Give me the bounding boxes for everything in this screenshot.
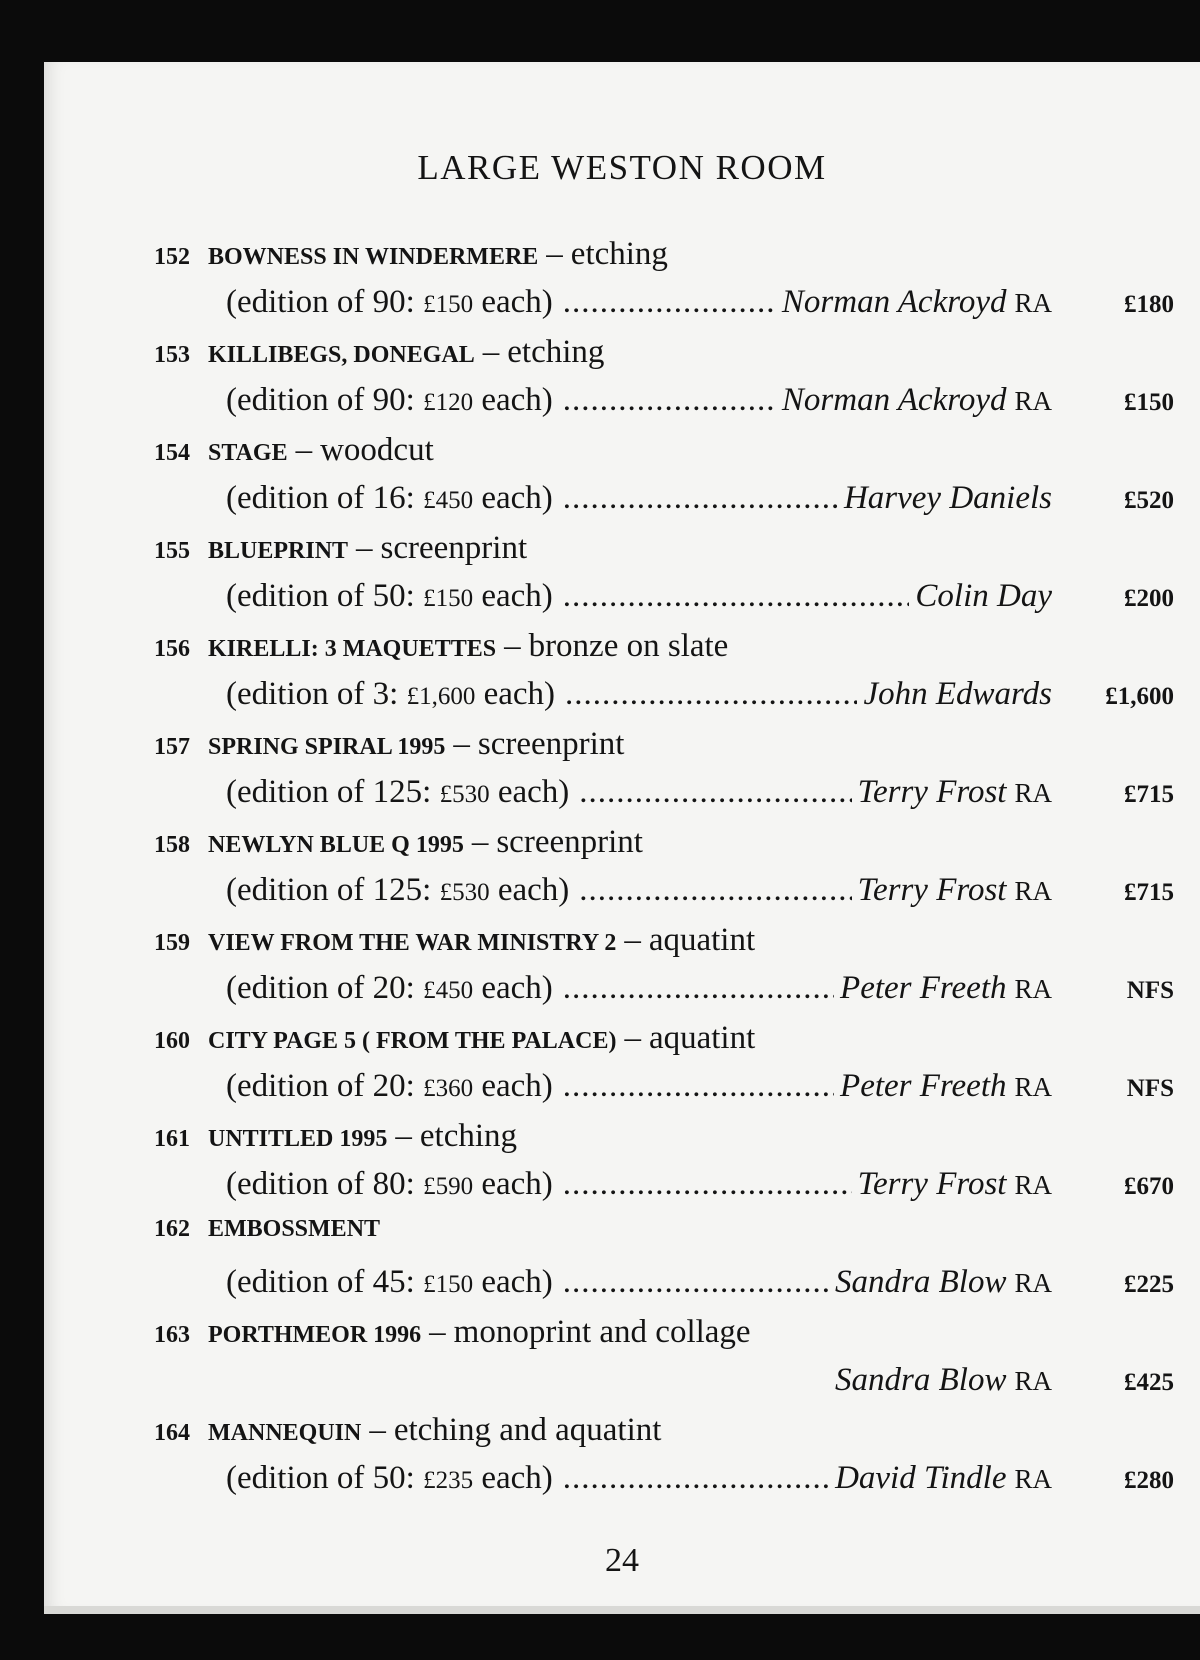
entry-dash: – [453,726,470,762]
entry-heading [154,1118,1174,1166]
entry-details [154,676,1174,726]
entry-number: 161 [154,1126,190,1152]
entry-artist: Sandra Blow [835,1264,1007,1300]
entry-medium: etching [419,1118,518,1154]
entry-number: 155 [154,538,190,564]
leader-dots [563,480,838,517]
entry-details [154,1362,1174,1412]
entry-medium: etching [507,334,605,370]
entry-number: 153 [154,342,190,368]
entry-edition: (edition of 90: £120 each) [226,382,553,418]
entry-medium: aquatint [648,1020,756,1056]
entry-dash: – [624,1020,641,1056]
entry-medium: aquatint [648,922,756,958]
entry-medium: screenprint [477,726,625,762]
list-item [154,334,1174,432]
entry-edition-price: £530 [439,781,490,808]
entry-edition: (edition of 20: £360 each) [226,1068,553,1104]
entry-number: 160 [154,1028,190,1054]
entry-edition: (edition of 50: £235 each) [226,1460,553,1496]
entry-artist: John Edwards [863,676,1052,712]
entry-heading [154,530,1174,578]
entry-medium: screenprint [496,824,643,860]
entry-heading [154,628,1174,676]
leader-dots [563,970,834,1007]
entry-details [154,1460,1174,1510]
leader-dots [563,1068,834,1105]
entry-price: £520 [1124,487,1174,514]
entry-price: £715 [1124,879,1174,906]
entry-title: STAGE [208,440,288,466]
entry-price: £200 [1124,585,1174,612]
entry-dash: – [356,530,373,566]
entry-title: VIEW FROM THE WAR MINISTRY 2 [208,930,617,956]
entry-title: KIRELLI: 3 MAQUETTES [208,636,497,662]
entry-artist-suffix: RA [1014,1170,1052,1200]
entry-details [154,578,1174,628]
entry-medium: woodcut [320,432,434,468]
entry-heading [154,334,1174,382]
entry-dash: – [471,824,489,860]
entry-edition-price: £150 [423,585,474,612]
entry-number: 162 [154,1216,190,1242]
leader-dots [563,382,776,419]
entry-details [154,774,1174,824]
list-item [154,824,1174,922]
entry-heading [154,824,1174,872]
entry-medium: bronze on slate [528,628,729,664]
entry-edition-price: £530 [439,879,490,906]
entry-heading [154,1314,1174,1362]
entry-edition: (edition of 80: £590 each) [226,1166,553,1202]
entry-number: 157 [154,734,190,760]
entry-heading [154,1412,1174,1460]
entry-number: 163 [154,1322,190,1348]
page-title: LARGE WESTON ROOM [417,148,827,187]
entry-price: NFS [1126,977,1174,1004]
entry-edition-price: £590 [423,1173,474,1200]
entry-dash: – [295,432,313,468]
entry-title: NEWLYN BLUE Q 1995 [208,832,464,858]
entry-artist: Peter Freeth [840,1068,1007,1104]
entry-number: 164 [154,1420,190,1446]
entry-artist: Harvey Daniels [843,480,1052,516]
entry-edition-price: £150 [423,1271,474,1298]
leader-dots [579,872,851,909]
entry-title: KILLIBEGS, DONEGAL [208,342,475,368]
entry-dash: – [624,922,641,958]
list-item [154,726,1174,824]
entry-title: BLUEPRINT [208,538,349,564]
entry-artist: Terry Frost [857,774,1007,810]
list-item [154,1020,1174,1118]
entry-edition: (edition of 20: £450 each) [226,970,553,1006]
entry-number: 156 [154,636,190,662]
list-item [154,432,1174,530]
entry-medium: screenprint [380,530,528,566]
entry-price: £280 [1124,1467,1174,1494]
leader-dots [563,1264,829,1301]
entry-title: BOWNESS IN WINDERMERE [208,244,539,270]
entry-edition-price: £450 [423,977,474,1004]
entry-heading [154,236,1174,284]
entry-heading [154,1020,1174,1068]
entry-dash: – [429,1314,446,1350]
entry-artist: Norman Ackroyd [781,382,1007,418]
entry-heading [154,922,1174,970]
entry-price: £670 [1124,1173,1174,1200]
entry-details [154,1166,1174,1216]
entry-artist-suffix: RA [1014,1268,1052,1298]
entries-list [154,236,1174,1510]
page-number: 24 [605,1542,639,1579]
entry-artist-suffix: RA [1014,1072,1052,1102]
leader-dots [563,1460,829,1497]
entry-artist-suffix: RA [1014,1366,1052,1396]
entry-edition-price: £150 [423,291,474,318]
entry-edition: (edition of 45: £150 each) [226,1264,553,1300]
entry-medium: etching [570,236,668,272]
leader-dots [579,774,851,811]
entry-artist-suffix: RA [1014,386,1052,416]
entry-details [154,1264,1174,1314]
entry-title: MANNEQUIN [208,1420,362,1446]
entry-heading [154,432,1174,480]
entry-artist: Terry Frost [857,1166,1007,1202]
entry-title: SPRING SPIRAL 1995 [208,734,446,760]
entry-edition: (edition of 125: £530 each) [226,872,570,908]
entry-details [154,284,1174,334]
entry-medium: etching and aquatint [393,1412,662,1448]
entry-artist: Colin Day [915,578,1052,614]
entry-artist-suffix: RA [1014,876,1052,906]
list-item [154,530,1174,628]
entry-title: EMBOSSMENT [208,1216,381,1242]
entry-price: £150 [1124,389,1174,416]
page-edge [44,1606,1200,1614]
entry-artist: Norman Ackroyd [781,284,1007,320]
list-item [154,236,1174,334]
entry-price: £425 [1124,1369,1174,1396]
entry-artist: Terry Frost [857,872,1007,908]
entry-title: PORTHMEOR 1996 [208,1322,422,1348]
entry-edition: (edition of 16: £450 each) [226,480,553,516]
leader-dots [563,284,776,321]
entry-details [154,872,1174,922]
leader-dots [563,578,910,615]
entry-price: £1,600 [1105,683,1174,710]
entry-edition-price: £360 [423,1075,474,1102]
list-item [154,1412,1174,1510]
entry-medium: monoprint and collage [453,1314,751,1350]
entry-artist: Peter Freeth [840,970,1007,1006]
entry-artist-suffix: RA [1014,1464,1052,1494]
entry-price: £225 [1124,1271,1174,1298]
entry-edition-price: £235 [423,1467,474,1494]
entry-edition-price: £1,600 [406,683,476,710]
entry-artist-suffix: RA [1014,288,1052,318]
entry-artist-suffix: RA [1014,974,1052,1004]
entry-dash: – [395,1118,412,1154]
entry-artist: David Tindle [835,1460,1007,1496]
entry-edition: (edition of 90: £150 each) [226,284,553,320]
entry-dash: – [482,334,500,370]
entry-details [154,1068,1174,1118]
entry-edition-price: £450 [423,487,474,514]
entry-number: 152 [154,244,190,270]
leader-dots [565,676,857,713]
entry-dash: – [504,628,521,664]
entry-details [154,970,1174,1020]
list-item [154,1314,1174,1412]
catalogue-page [44,62,1200,1610]
entry-title: UNTITLED 1995 [208,1126,388,1152]
entry-dash: – [369,1412,386,1448]
list-item [154,922,1174,1020]
entry-artist-suffix: RA [1014,778,1052,808]
leader-dots [563,1166,852,1203]
entry-edition-price: £120 [423,389,474,416]
entry-edition: (edition of 3: £1,600 each) [226,676,555,712]
list-item [154,628,1174,726]
entry-details [154,480,1174,530]
entry-dash: – [546,236,563,272]
entry-price: £180 [1124,291,1174,318]
entry-details [154,382,1174,432]
entry-number: 154 [154,440,190,466]
entry-title: CITY PAGE 5 ( FROM THE PALACE) [208,1028,617,1054]
entry-price: £715 [1124,781,1174,808]
entry-number: 158 [154,832,190,858]
entry-heading [154,1216,1174,1264]
list-item [154,1118,1174,1216]
list-item [154,1216,1174,1314]
entry-price: NFS [1126,1075,1174,1102]
entry-edition: (edition of 50: £150 each) [226,578,553,614]
entry-heading [154,726,1174,774]
entry-number: 159 [154,930,190,956]
entry-artist: Sandra Blow [835,1362,1007,1398]
entry-edition: (edition of 125: £530 each) [226,774,570,810]
